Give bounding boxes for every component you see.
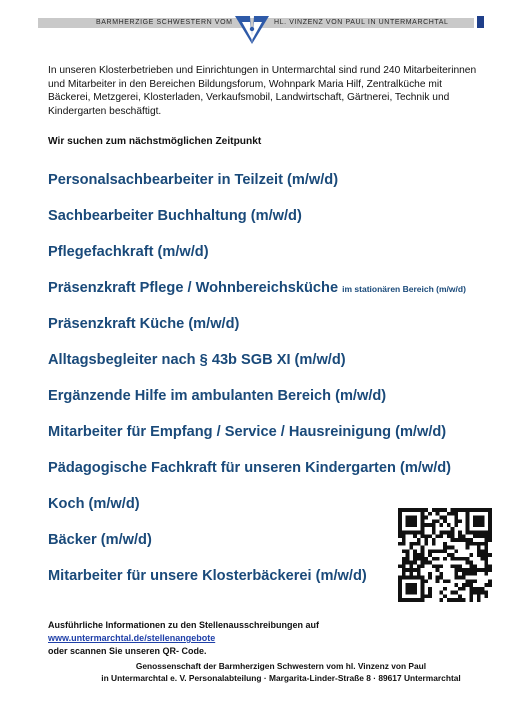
order-emblem-icon xyxy=(234,14,270,48)
job-title xyxy=(48,278,498,314)
job-title-text: Koch (m/w/d) xyxy=(48,496,140,512)
job-title-text: Sachbearbeiter Buchhaltung (m/w/d) xyxy=(48,208,302,224)
job-title xyxy=(48,314,498,350)
info-prefix: Ausführliche Informationen zu den Stellenausschreibungen auf xyxy=(48,620,320,630)
info-line2: oder scannen Sie unseren QR- Code. xyxy=(48,646,207,656)
qr-code-icon xyxy=(398,508,492,602)
job-title-text: Bäcker (m/w/d) xyxy=(48,532,152,548)
job-title-text: Präsenzkraft Küche (m/w/d) xyxy=(48,316,240,332)
footer-line1: Genossenschaft der Barmherzigen Schwestern vom hl. Vinzenz von Paul xyxy=(135,661,427,671)
intro-paragraph: In unseren Klosterbetrieben und Einrichtungen in Untermarchtal sind rund 240 Mitarbeiterinnen und Mitarbeiter in den Bereichen Bildungsforum, Wohnpark Maria Hilf, Zentralküche mit Bäckerei, Metzgerei, Klosterladen, Verkaufsmobil, Landwirtschaft, Gärtnerei, Technik und Kindergarten beschäftigt. xyxy=(48,65,477,117)
job-title-text: Personalsachbearbeiter in Teilzeit (m/w/d) xyxy=(48,172,339,188)
job-title-text: Ergänzende Hilfe im ambulanten Bereich (m/w/d) xyxy=(48,388,387,404)
job-title xyxy=(48,170,498,206)
header-left-text: BARMHERZIGE SCHWESTERN VOM xyxy=(96,19,233,26)
job-title-text: Alltagsbegleiter nach § 43b SGB XI (m/w/d) xyxy=(48,352,346,368)
footer-line2: in Untermarchtal e. V. Personalabteilung · Margarita-Linder-Straße 8 · 89617 Untermarchtal xyxy=(101,673,461,683)
job-title xyxy=(48,242,498,278)
jobs-link[interactable]: www.untermarchtal.de/stellenangebote xyxy=(48,633,216,643)
job-title xyxy=(48,386,498,422)
job-title-text: Präsenzkraft Pflege / Wohnbereichsküche xyxy=(48,280,339,296)
job-title xyxy=(48,206,498,242)
job-title xyxy=(48,350,498,386)
job-note: im stationären Bereich (m/w/d) xyxy=(342,284,466,294)
subheading: Wir suchen zum nächstmöglichen Zeitpunkt xyxy=(48,136,262,147)
footer xyxy=(0,660,516,684)
job-title xyxy=(48,458,498,494)
job-title-text: Mitarbeiter für Empfang / Service / Hausreinigung (m/w/d) xyxy=(48,424,447,440)
job-title xyxy=(48,422,498,458)
header-right-text: HL. VINZENZ VON PAUL IN UNTERMARCHTAL xyxy=(274,19,449,26)
corner-mark xyxy=(477,16,484,28)
job-title-text: Mitarbeiter für unsere Klosterbäckerei (m/w/d) xyxy=(48,568,367,584)
job-title-text: Pädagogische Fachkraft für unseren Kindergarten (m/w/d) xyxy=(48,460,452,476)
info-block xyxy=(48,619,488,658)
job-title-text: Pflegefachkraft (m/w/d) xyxy=(48,244,209,260)
